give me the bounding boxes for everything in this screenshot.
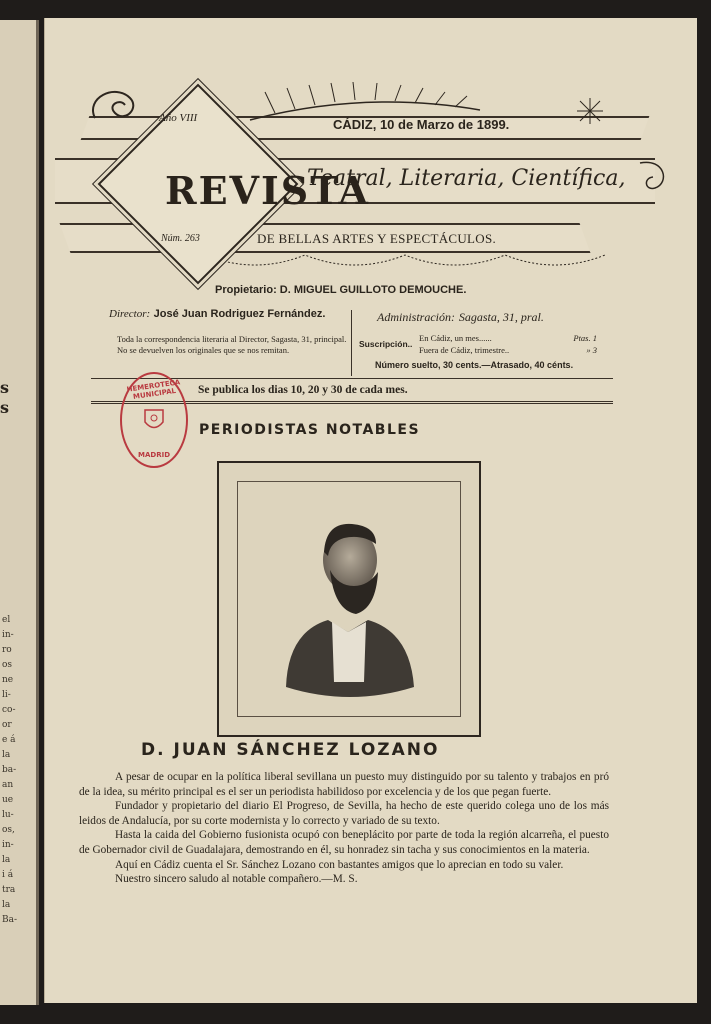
left-page-fragment: in- bbox=[2, 630, 14, 640]
column-divider bbox=[351, 310, 352, 376]
library-stamp bbox=[120, 372, 188, 468]
administration-label: Administración: bbox=[377, 310, 455, 324]
left-page-fragment: in- bbox=[2, 840, 14, 850]
subscription-label: Suscripción.. bbox=[359, 339, 413, 349]
left-page-fragment: ro bbox=[2, 645, 12, 655]
article-paragraph: A pesar de ocupar en la política liberal sevillana un puesto muy distinguido por su talento y trabajos en pró de la idea, su mérito principal es el ser un periodista habilidoso por excelencia y de los que pegan fuerte. bbox=[79, 771, 609, 798]
issue-date: CÁDIZ, 10 de Marzo de 1899. bbox=[333, 117, 510, 132]
left-page-fragment: la bbox=[2, 900, 11, 910]
article-body bbox=[79, 770, 609, 887]
left-page-fragment: ba- bbox=[2, 765, 17, 775]
left-page-fragment: ue bbox=[2, 795, 14, 805]
masthead-subtitle-arts: DE BELLAS ARTES Y ESPECTÁCULOS. bbox=[257, 231, 497, 246]
left-page-fragment: or bbox=[2, 720, 12, 730]
left-page-fragment: co- bbox=[2, 705, 16, 715]
left-page-edge bbox=[0, 20, 39, 1005]
article-paragraph: Hasta la caida del Gobierno fusionista ocupó con beneplácito por parte de toda la región alcarreña, el puesto de Gobernador civil de Guadalajara, demostrando en él, su honradez sin tacha y sus conocimientos en la materia. bbox=[79, 829, 609, 856]
scroll-end-ornament-icon bbox=[635, 153, 675, 203]
price-local-value: Ptas. 1 bbox=[573, 333, 597, 343]
portrait-inner-frame bbox=[237, 481, 461, 717]
article-paragraph: Aquí en Cádiz cuenta el Sr. Sánchez Lozano con bastantes amigos que lo aprecian en todo su valer. bbox=[115, 858, 564, 871]
publication-schedule: Se publica los dias 10, 20 y 30 de cada mes. bbox=[198, 384, 408, 396]
left-page-fragment: tra bbox=[2, 885, 16, 895]
masthead-subtitle: Teatral, Literaria, Científica, bbox=[307, 166, 626, 191]
director-notes bbox=[103, 334, 347, 356]
director-note-correspondence: Toda la correspondencia literaria al Director, Sagasta, 31, principal. bbox=[117, 334, 347, 344]
masthead-title: REVISTA bbox=[165, 168, 370, 213]
price-foreign-label: Fuera de Cádiz, trimestre.. bbox=[419, 345, 510, 355]
left-page-fragment: lu- bbox=[2, 810, 14, 820]
portrait-frame bbox=[217, 461, 481, 737]
left-page-fragment: Ba- bbox=[2, 915, 18, 925]
director-note-originals: No se devuelven los originales que se nos remitan. bbox=[117, 345, 290, 355]
owner-line: Propietario: D. MIGUEL GUILLOTO DEMOUCHE. bbox=[215, 284, 467, 296]
newspaper-page bbox=[44, 18, 697, 1003]
article-paragraph: Nuestro sincero saludo al notable compañero.—M. S. bbox=[115, 873, 358, 886]
issue-number: Núm. 263 bbox=[161, 233, 200, 244]
sunburst-ornament-icon bbox=[575, 96, 605, 126]
administration-line bbox=[377, 310, 544, 325]
coat-of-arms-icon bbox=[142, 406, 166, 434]
left-page-fragment: ne bbox=[2, 675, 14, 685]
article-paragraph: Fundador y propietario del diario El Progreso, de Sevilla, ha hecho de este querido colega uno de los más leidos de Andalucía, por su corte modernista y lo correcto y variado de su texto. bbox=[79, 800, 609, 827]
person-name: D. JUAN SÁNCHEZ LOZANO bbox=[141, 740, 440, 760]
left-page-fragment: s bbox=[0, 398, 10, 417]
subscription-prices bbox=[419, 332, 597, 356]
price-foreign-value: » 3 bbox=[586, 345, 597, 355]
portrait-photo bbox=[238, 482, 460, 716]
director-line bbox=[109, 307, 325, 320]
year-label: Año VIII bbox=[159, 112, 198, 124]
left-page-fragment: la bbox=[2, 750, 11, 760]
administration-address: Sagasta, 31, pral. bbox=[458, 310, 544, 324]
left-page-fragment: li- bbox=[2, 690, 11, 700]
left-page-fragment: el bbox=[2, 615, 11, 625]
garland-ornament-icon bbox=[205, 250, 625, 280]
price-row-local bbox=[419, 332, 597, 344]
left-page-fragment: e á bbox=[2, 735, 16, 745]
left-page-fragment: s bbox=[0, 378, 10, 397]
section-title: PERIODISTAS NOTABLES bbox=[199, 422, 421, 438]
stamp-bottom-text: MADRID bbox=[138, 451, 170, 459]
stamp-top-text: HEMEROTECA MUNICIPAL bbox=[126, 378, 181, 401]
director-label: Director: bbox=[109, 308, 151, 320]
left-page-fragment: i á bbox=[2, 870, 14, 880]
director-name: José Juan Rodriguez Fernández. bbox=[153, 308, 326, 320]
price-local-label: En Cádiz, un mes...... bbox=[419, 333, 492, 343]
scroll-ornament-icon bbox=[85, 78, 145, 138]
left-page-fragment: os bbox=[2, 660, 13, 670]
left-page-fragment: la bbox=[2, 855, 11, 865]
loose-copy-price: Número suelto, 30 cents.—Atrasado, 40 cénts. bbox=[375, 360, 574, 370]
left-page-fragment: an bbox=[2, 780, 14, 790]
price-row-foreign bbox=[419, 344, 597, 356]
left-page-fragment: os, bbox=[2, 825, 15, 835]
